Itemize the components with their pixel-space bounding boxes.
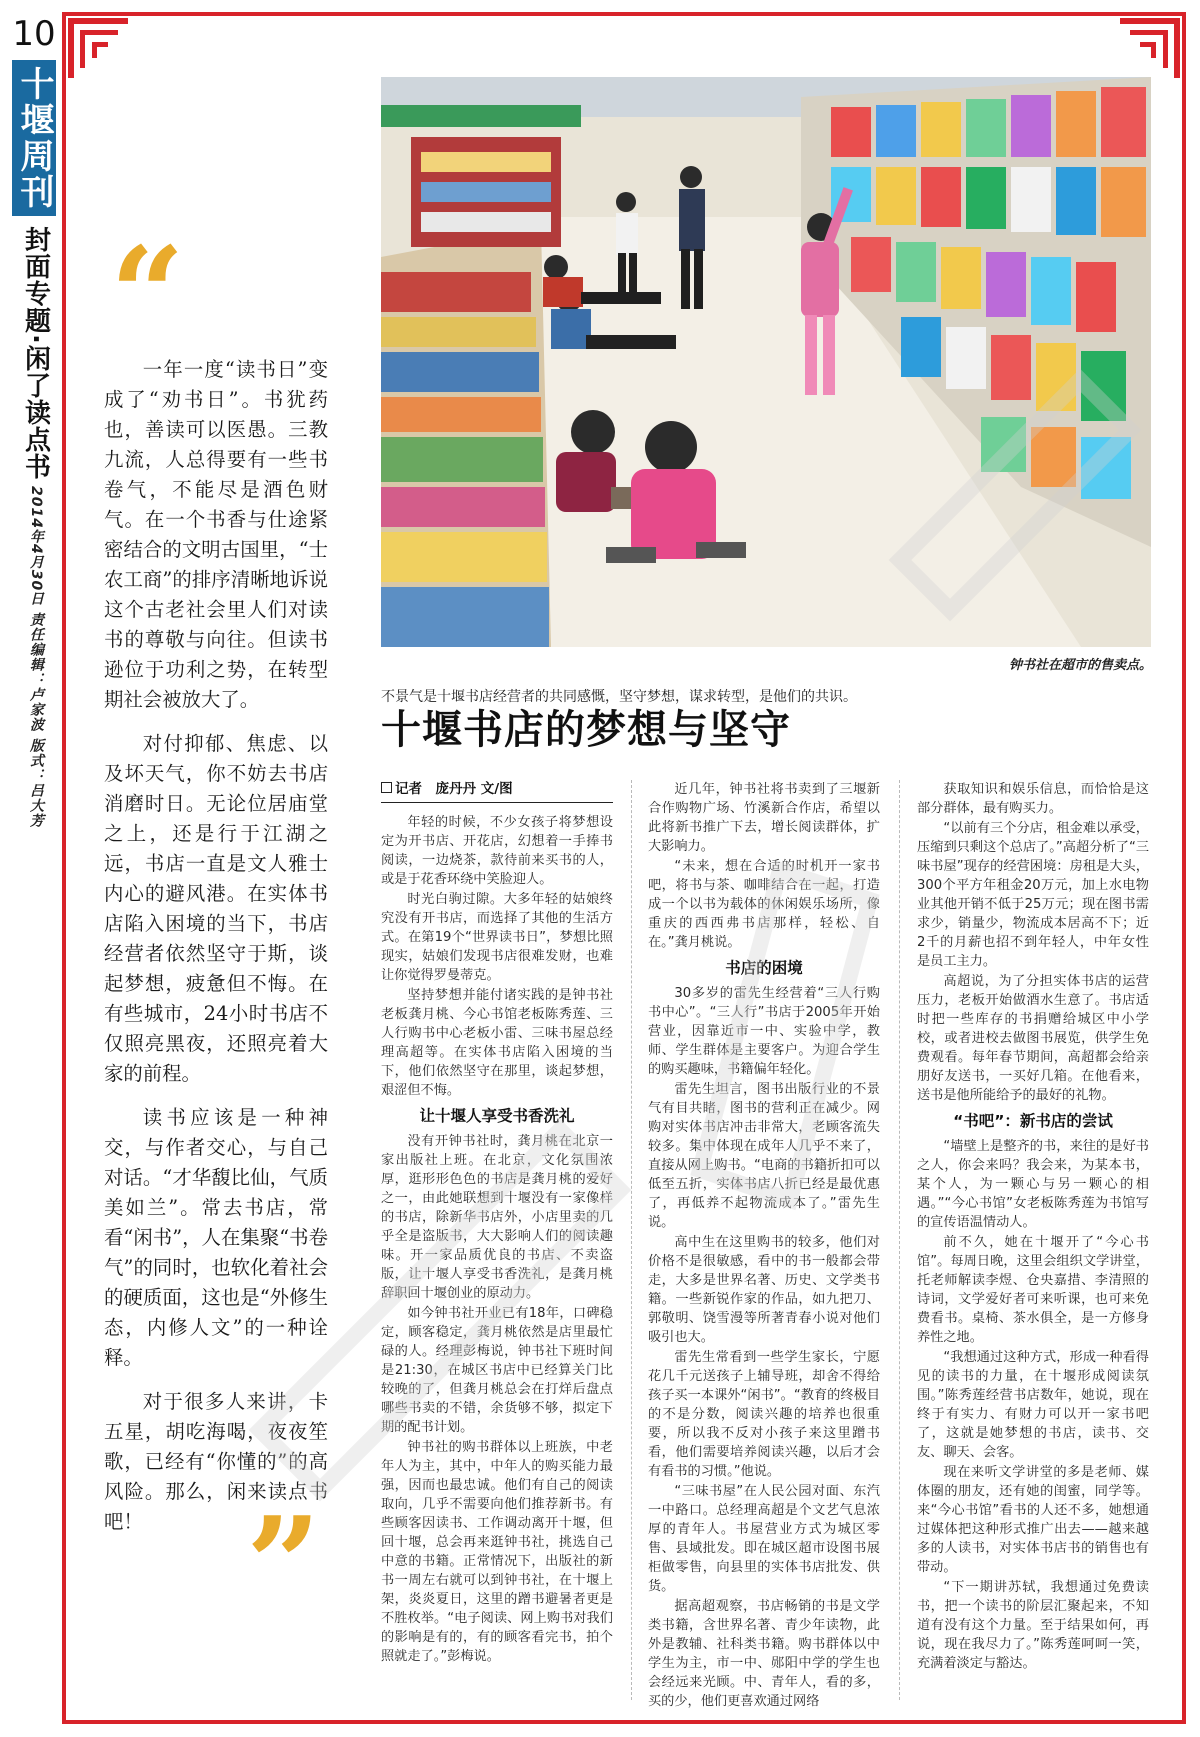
article-headline: 十堰书店的梦想与坚守 (381, 707, 791, 753)
article-paragraph: 30多岁的雷先生经营着“三人行购书中心”。“三人行”书店于2005年开始营业，因靠近市一中、实验中学，教师、学生群体是主要客户。为迎合学生的购买趣味，书籍偏年轻化。 (648, 986, 880, 1077)
article-paragraph: 获取知识和娱乐信息，而恰恰是这部分群体，最有购买力。 (917, 782, 1149, 816)
photo-caption: 钟书社在超市的售卖点。 (1008, 658, 1152, 673)
section-label: 封面专题·闲了读点书 (20, 226, 51, 480)
column-divider (631, 780, 632, 1700)
article-paragraph: 如今钟书社开业已有18年，口碑稳定，顾客稳定，龚月桃依然是店里最忙碌的人。经理彭梅说，钟书社下班时间是21:30，在城区书店中已经算关门比较晚的了，但龚月桃总会在打烊后盘点哪些书卖的不错，余货够不够，拟定下期的配书计划。 (381, 1306, 613, 1435)
page-number: 10 (12, 14, 56, 54)
article-paragraph: 现在来听文学讲堂的多是老师、媒体圈的朋友，还有她的闺蜜，同学等。来“今心书馆”看书的人还不多，她想通过媒体把这种形式推广出去——越来越多的人读书，对实体书店书的销售也有带动。 (917, 1465, 1149, 1575)
lead-quote-text (104, 355, 328, 1551)
article-paragraph: “三味书屋”在人民公园对面、东汽一中路口。总经理高超是个文艺气息浓厚的青年人。书屋营业方式为城区零售、县域批发。即在城区超市设图书展柜做零售，向县里的实体书店批发、供货。 (648, 1484, 880, 1594)
open-quote-icon: “ (110, 218, 185, 371)
article-column-1 (381, 780, 613, 1667)
column-divider (899, 780, 900, 1700)
lead-paragraph: 读书应该是一种神交，与作者交心，与自己对话。“才华馥比仙，气质美如兰”。常去书店，常看“闲书”，人在集聚“书卷气”的同时，也软化着社会的硬质面，这也是“外修生态，内修人文”的一种诠释。 (104, 1106, 328, 1369)
article-paragraph: 据高超观察，书店畅销的书是文学类书籍，含世界名著、青少年读物，此外是教辅、社科类书籍。购书群体以中学生为主，市一中、郧阳中学的学生也会经远来光顾。中、青年人，看的多，买的少，他们更喜欢通过网络 (648, 1599, 880, 1709)
section-subheading: “书吧”：新书店的尝试 (953, 1112, 1113, 1130)
article-paragraph: 雷先生常看到一些学生家长，宁愿花几千元送孩子上辅导班，却舍不得给孩子买一本课外“闲书”。“教育的终极目的不是分数，阅读兴趣的培养也很重要，所以我不反对小孩子来这里蹭书看，他们需要培养阅读兴趣，以后才会有看书的习惯。”他说。 (648, 1350, 880, 1479)
article-paragraph: 高超说，为了分担实体书店的运营压力，老板开始做酒水生意了。书店适时把一些库存的书捐赠给城区中小学校，或者进校去做图书展览，供学生免费观看。每年春节期间，高超都会给亲朋好友送书，一买好几箱。在他看来，送书是他所能给予的最好的礼物。 (917, 974, 1149, 1103)
article-paragraph: 没有开钟书社时，龚月桃在北京一家出版社上班。在北京，文化氛围浓厚，逛形形色色的书店是龚月桃的爱好之一，由此她联想到十堰没有一家像样的书店，除新华书店外，小店里卖的几乎全是盗版书，大大影响人们的阅读趣味。开一家品质优良的书店、不卖盗版，让十堰人享受书香洗礼，是龚月桃辞职回十堰创业的原动力。 (381, 1134, 613, 1301)
left-book-table (381, 272, 549, 647)
issue-info: 2014年4月30日 责任编辑：卢家波 版式：吕大芳 (28, 486, 44, 828)
article-paragraph: 坚持梦想并能付诸实践的是钟书社老板龚月桃、今心书馆老板陈秀莲、三人行购书中心老板小雷、三味书屋总经理高超等。在实体书店陷入困境的当下，他们依然坚守在那里，谈起梦想，艰涩但不悔。 (381, 988, 613, 1098)
section-label-block (16, 226, 56, 480)
article-paragraph: 时光白驹过隙。大多年轻的姑娘终究没有开书店，而选择了其他的生活方式。在第19个“世界读书日”，梦想比照现实，姑娘们发现书店很难发财，也难让你觉得罗曼蒂克。 (381, 892, 613, 983)
section-subheading: 书店的困境 (725, 959, 803, 977)
lead-paragraph: 对于很多人来讲，卡五星，胡吃海喝，夜夜笙歌，已经有“你懂的”的高风险。那么，闲来读点书吧！ (104, 1390, 328, 1533)
masthead-title-block (12, 60, 56, 216)
article-paragraph: “以前有三个分店，租金难以承受，压缩到只剩这个总店了。”高超分析了“三味书屋”现存的经营困境：房租是大头，300个平方年租金20万元，加上水电物业其他开销不低于25万元；现在图书需求少，销量少，物流成本居高不下；近2千的月薪也招不到年轻人，中年女性是员工主力。 (917, 821, 1149, 969)
article-paragraph: 前不久，她在十堰开了“今心书馆”。每周日晚，这里会组织文学讲堂，托老师解读李煜、仓央嘉措、李清照的诗词，文学爱好者可来听课，也可来免费看书。桌椅、茶水俱全，是一方修身养性之地。 (917, 1235, 1149, 1345)
article-paragraph: 雷先生坦言，图书出版行业的不景气有目共睹，图书的营利正在减少。网购对实体书店冲击非常大，老顾客流失较多。集中体现在成年人几乎不来了，直接从网上购书。“电商的书籍折扣可以低至五折，实体书店八折已经是最优惠了，再低养不起物流成本了。”雷先生说。 (648, 1082, 880, 1230)
article-paragraph: “未来，想在合适的时机开一家书吧，将书与茶、咖啡结合在一起，打造成一个以书为载体的休闲娱乐场所，像重庆的西西弗书店那样，轻松、自在。”龚月桃说。 (648, 859, 880, 950)
issue-info-block (18, 486, 54, 828)
lead-paragraph: 对付抑郁、焦虑、以及坏天气，你不妨去书店消磨时日。无论位居庙堂之上，还是行于江湖之远，书店一直是文人雅士内心的避风港。在实体书店陷入困境的当下，书店经营者依然坚守于斯，谈起梦想，疲惫但不悔。在有些城市，24小时书店不仅照亮黑夜，还照亮着大家的前程。 (104, 732, 328, 1085)
article-subheading: 不景气是十堰书店经营者的共同感慨，坚守梦想，谋求转型，是他们的共识。 (381, 689, 857, 705)
article-column-3 (917, 780, 1149, 1674)
byline-text: 记者 庞丹丹 文/图 (395, 781, 513, 797)
bookstore-photo (381, 77, 1151, 647)
article-paragraph: “下一期讲苏轼，我想通过免费读书，把一个读书的阶层汇聚起来，不知道有没有这个力量。至于结果如何，再说，现在我尽力了。”陈秀莲呵呵一笑，充满着淡定与豁达。 (917, 1580, 1149, 1671)
masthead-title: 十堰周刊 (14, 66, 54, 210)
lead-paragraph: 一年一度“读书日”变成了“劝书日”。书犹药也，善读可以医愚。三教九流，人总得要有一些书卷气，不能尽是酒色财气。在一个书香与仕途紧密结合的文明古国里，“士农工商”的排序清晰地诉说这个古老社会里人们对读书的尊敬与向往。但读书逊位于功利之势，在转型期社会被放大了。 (104, 358, 328, 711)
article-paragraph: 高中生在这里购书的较多，他们对价格不是很敏感，看中的书一般都会带走，大多是世界名著、历史、文学类书籍。一些新锐作家的作品，如九把刀、郭敬明、饶雪漫等所著青春小说对他们吸引也大。 (648, 1235, 880, 1345)
section-subheading: 让十堰人享受书香洗礼 (419, 1107, 575, 1125)
byline (381, 780, 613, 803)
byline-box-icon (381, 782, 392, 793)
article-paragraph: 钟书社的购书群体以上班族，中老年人为主，其中，中年人的购买能力最强，因而也最忠诚。他们有自己的阅读取向，几乎不需要向他们推荐新书。有些顾客因读书、工作调动离开十堰，但回十堰，总会再来逛钟书社，挑选自己中意的书籍。正常情况下，出版社的新书一周左右就可以到钟书社，在十堰上架，炎炎夏日，这里的蹭书避暑者更是不胜枚举。“电子阅读、网上购书对我们的影响是有的，有的顾客看完书，拍个照就走了。”彭梅说。 (381, 1440, 613, 1664)
close-quote-icon: ” (246, 1488, 321, 1641)
corner-ornament-icon (66, 16, 130, 80)
article-paragraph: 近几年，钟书社将书卖到了三堰新合作购物广场、竹溪新合作店，希望以此将新书推广下去，增长阅读群体，扩大影响力。 (648, 782, 880, 854)
article-column-2 (648, 780, 880, 1712)
article-paragraph: “墙壁上是整齐的书，来往的是好书之人，你会来吗？我会来，为某本书，某个人，为一颗心与另一颗心的相遇。”“今心书馆”女老板陈秀莲为书馆写的宣传语温情动人。 (917, 1139, 1149, 1230)
article-paragraph: “我想通过这种方式，形成一种看得见的读书的力量，在十堰形成阅读氛围。”陈秀莲经营书店数年，她说，现在终于有实力、有财力可以开一家书吧了，这就是她梦想的书店，读书、交友、聊天、会客。 (917, 1350, 1149, 1460)
corner-ornament-icon (1118, 16, 1182, 80)
article-paragraph: 年轻的时候，不少女孩子将梦想设定为开书店、开花店，幻想着一手捧书阅读，一边烧茶，款待前来买书的人，或是于花香环绕中笑脸迎人。 (381, 815, 613, 887)
